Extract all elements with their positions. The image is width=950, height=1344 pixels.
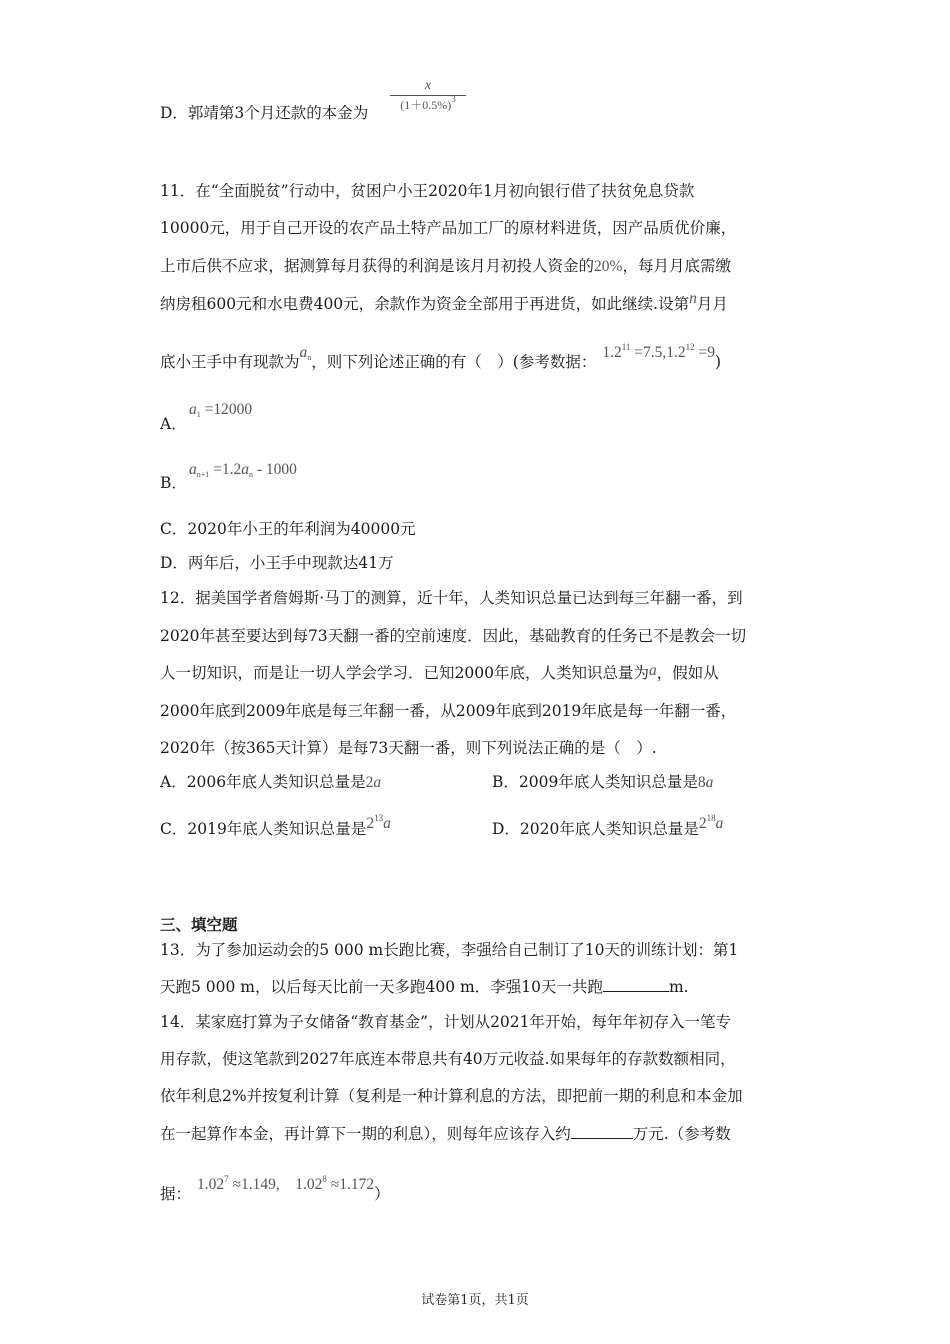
section-heading: 三、填空题 <box>160 915 238 934</box>
variable-a: a <box>648 662 657 679</box>
option-c-math: $2^{13}a$ <box>366 813 391 832</box>
q12-line-5: 2020年（按365天计算）是每73天翻一番，则下列说法正确的是（ ）. <box>160 739 657 757</box>
q11-option-a: A． <box>160 415 187 433</box>
q12-option-d: D．2020年底人类知识总量是$2^{18}a$ <box>492 813 724 838</box>
q11-line-5: 底小王手中有现款为an，则下列论述正确的有（ ）(参考数据：$1.2^{11} =7.5,1.2^{12} =9$) <box>160 342 722 371</box>
q12-line-4: 2000年底到2009年底是每三年翻一番，从2009年底到2019年底是每一年翻一番， <box>160 702 737 720</box>
q10-option-d: D．郭靖第3个月还款的本金为 <box>160 104 369 122</box>
answer-blank[interactable] <box>603 977 669 992</box>
fraction-numerator: x <box>424 78 432 93</box>
q11-option-d: D．两年后，小王手中现款达41万 <box>160 554 394 572</box>
q12-option-a: A．2006年底人类知识总量是2a <box>160 773 382 791</box>
option-a-math: 2a <box>365 774 382 791</box>
q14-line-3: 依年利息2%并按复利计算（复利是一种计算利息的方法，即把前一期的利息和本金加 <box>160 1087 743 1105</box>
reference-data: $1.2^{11} =7.5,1.2^{12} =9$ <box>602 342 715 361</box>
reference-data: $1.02^7 \approx 1.149$, $1.02^8 \approx 1.172$ <box>197 1174 375 1193</box>
percent-math: 20% <box>594 258 623 275</box>
q14-line-4: 在一起算作本金，再计算下一期的利息），则每年应该存入约 万元.（参考数 <box>160 1125 731 1143</box>
q11-line-3: 上市后供不应求，据测算每月获得的利润是该月月初投人资金的20%，每月月底需缴 <box>160 257 731 275</box>
q11-line-2: 10000元，用于自己开设的农产品土特产品加工厂的原材料进货，因产品质优价廉， <box>160 219 737 237</box>
q13-line-1: 13．为了参加运动会的5 000 m长跑比赛，李强给自己制订了10天的训练计划：第1 <box>160 941 739 959</box>
q12-line-3: 人一切知识，而是让一切人学会学习．已知2000年底，人类知识总量为a，假如从 <box>160 662 719 682</box>
q14-line-1: 14．某家庭打算为子女储备“教育基金”，计划从2021年开始，每年年初存入一笔专 <box>160 1013 732 1031</box>
answer-blank[interactable] <box>571 1124 633 1139</box>
q14-line-2: 用存款，使这笔款到2027年底连本带息共有40万元收益.如果每年的存款数额相同， <box>160 1050 736 1068</box>
q10-option-d-fraction <box>390 78 466 113</box>
q12-option-b: B．2009年底人类知识总量是8a <box>492 773 714 791</box>
q11-option-b-math: an+1 =1.2an - 1000 <box>189 461 297 479</box>
option-b-math: 8a <box>697 774 714 791</box>
q12-line-1: 12．据美国学者詹姆斯·马丁的测算，近十年，人类知识总量已达到每三年翻一番，到 <box>160 589 743 607</box>
q11-option-b: B． <box>160 474 187 492</box>
q11-option-a-math: a1 =12000 <box>189 401 253 419</box>
variable-a-n: an <box>299 344 312 362</box>
option-d-math: $2^{18}a$ <box>698 813 724 832</box>
q12-line-2: 2020年甚至要达到每73天翻一番的空前速度．因此，基础教育的任务已不是教会一切 <box>160 627 747 645</box>
q12-option-c: C．2019年底人类知识总量是$2^{13}a$ <box>160 813 391 838</box>
q11-line-1: 11．在“全面脱贫”行动中，贫困户小王2020年1月初向银行借了扶贫免息贷款 <box>160 182 695 200</box>
variable-n: n <box>689 290 697 307</box>
page-footer: 试卷第1页，共1页 <box>421 1293 529 1308</box>
q11-option-c: C．2020年小王的年利润为40000元 <box>160 520 416 538</box>
q13-line-2: 天跑5 000 m，以后每天比前一天多跑400 m．李强10天一共跑 m. <box>160 978 689 996</box>
fraction-denominator: $(1+0.5\%)^3$ <box>400 94 456 112</box>
q14-line-5: 据：$1.02^7 \approx 1.149$, $1.02^8 \approx 1.172$） <box>160 1174 390 1203</box>
q11-line-4: 纳房租600元和水电费400元，余款作为资金全部用于再进货，如此继续.设第n月月 <box>160 290 728 313</box>
